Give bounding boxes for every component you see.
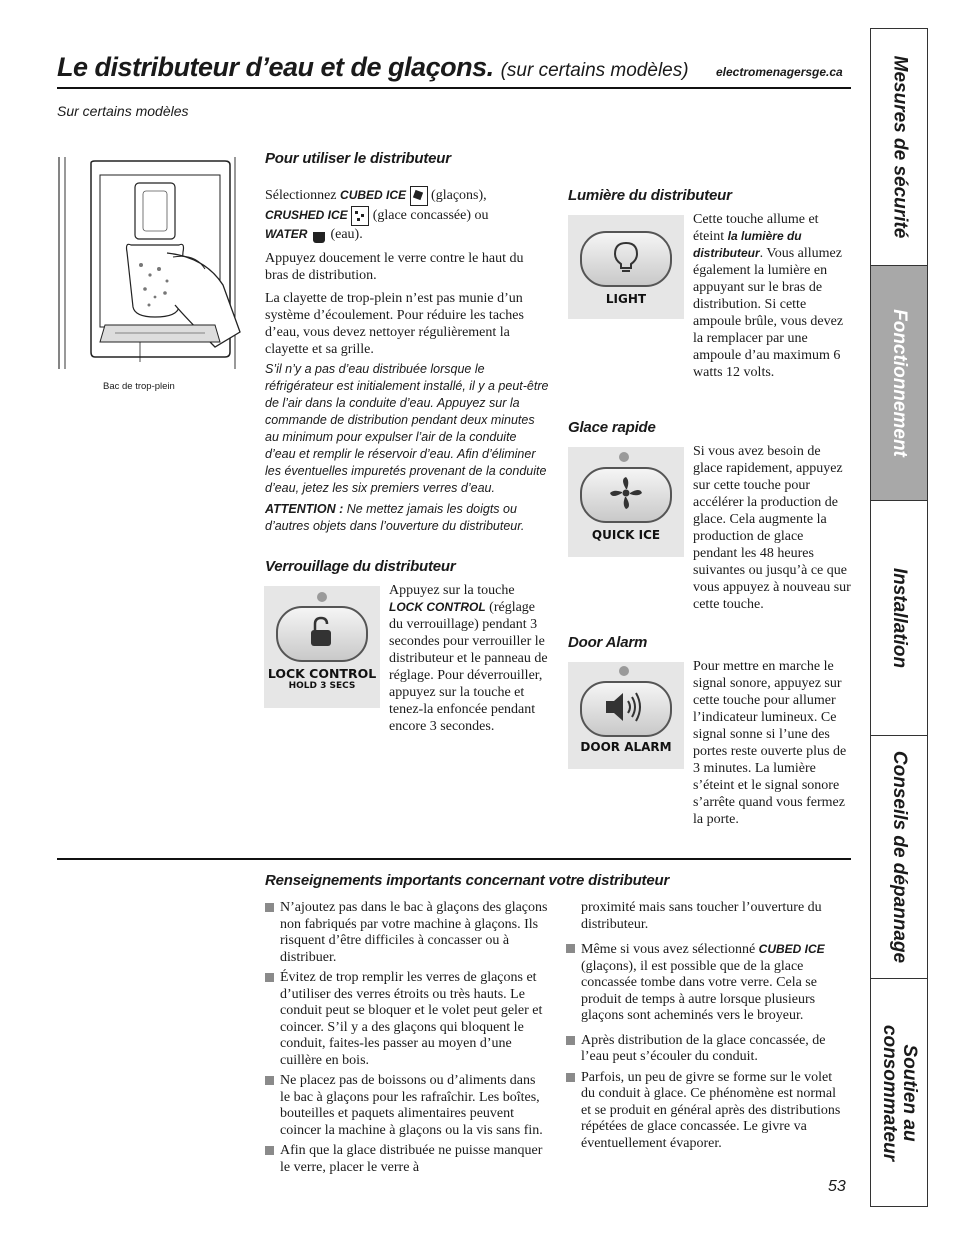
- quick-ice-heading: Glace rapide: [568, 419, 656, 436]
- dispenser-illustration: [55, 157, 245, 372]
- using-paragraph-3: S’il n’y a pas d’eau distribuée lorsque le réfrigérateur est initialement installé, il y a peut-être de l’air dans la conduite d’eau. Appuyez sur la commande de distribution pendant deux minutes au minimum pour expulser l’air de la conduite d’eau et remplir le réservoir d’eau. Afin d’éliminer les éventuelles impuretés provenant de la conduite d’eau, jetez les six premiers verres d’eau.: [265, 362, 549, 495]
- list-item: Afin que la glace distribuée ne puisse manquer le verre, placer le verre à: [265, 1143, 548, 1176]
- door-alarm-indicator-led: [619, 666, 629, 676]
- lock-control-label: LOCK CONTROL: [267, 666, 377, 681]
- section-divider: [57, 858, 851, 860]
- light-heading: Lumière du distributeur: [568, 187, 732, 204]
- attention-warning: ATTENTION : Ne mettez jamais les doigts ou d’autres objets dans l’ouverture du distributeur.: [265, 502, 525, 533]
- quick-ice-description: Si vous avez besoin de glace rapidement, appuyez sur cette touche pour accélérer la production de glace. Cela augmente la production de glace pendant les 48 heures suivantes ou jusqu’à ce que vous appuyez à nouveau sur cette touche.: [693, 444, 851, 612]
- select-instructions: Sélectionnez CUBED ICE (glaçons), CRUSHED ICE (glace concassée) ou WATER (eau).: [265, 186, 550, 244]
- speaker-icon: [604, 690, 646, 724]
- important-right-column: [566, 900, 849, 1152]
- lock-heading: Verrouillage du distributeur: [265, 558, 456, 575]
- door-alarm-heading: Door Alarm: [568, 634, 648, 651]
- light-panel: [568, 215, 684, 319]
- lock-description: Appuyez sur la touche LOCK CONTROL (réglage du verrouillage) pendant 3 secondes pour verrouiller le distributeur et le panneau de réglage. Pour déverrouiller, appuyez sur la touche et tenez-la enfoncée pendant encore 3 secondes.: [389, 583, 548, 734]
- using-heading: Pour utiliser le distributeur: [265, 150, 451, 167]
- water-keyword: WATER: [265, 227, 308, 242]
- using-paragraph-1: Appuyez doucement le verre contre le haut du bras de distribution.: [265, 251, 524, 283]
- website-link[interactable]: electromenagersge.ca: [716, 65, 843, 79]
- list-item: Parfois, un peu de givre se forme sur le volet du conduit à glace. Ce phénomène est normal et se produit en général après des distributions répétées de glace concassée. Le givre va éventuellement évaporer.: [566, 1070, 849, 1153]
- tab-consumer-support[interactable]: Soutien au consommateur: [879, 1024, 921, 1161]
- bullet-square: [265, 973, 274, 982]
- bullet-square: [566, 1073, 575, 1082]
- tab-operation[interactable]: Fonctionnement: [871, 266, 927, 500]
- list-item: Ne placez pas de boissons ou d’aliments dans le bac à glaçons pour les rafraîchir. Les boîtes, bouteilles et paquets alimentaires peuvent coincer la machine à glaçons ou la vis sans fin.: [265, 1073, 548, 1139]
- list-item: Évitez de trop remplir les verres de glaçons et d’utiliser des verres étroits ou très hauts. Le conduit peut se bloquer et le volet peut geler et coincer. S’il y a des glaçons qui bloquent le conduit, faites-les passer au moyen d’une cuillère en bois.: [265, 970, 548, 1069]
- bullet-square: [265, 1146, 274, 1155]
- header-rule: [57, 87, 851, 89]
- list-item: N’ajoutez pas dans le bac à glaçons des glaçons non fabriqués par votre machine à glaçons. Ils risquent d’être difficiles à concasser ou à distribuer.: [265, 900, 548, 966]
- lock-indicator-led: [317, 592, 327, 602]
- illustration-caption: Bac de trop-plein: [103, 381, 175, 392]
- page-title: Le distributeur d’eau et de glaçons. (sur certains modèles): [57, 52, 689, 82]
- using-section: [265, 186, 550, 535]
- bullet-square: [566, 1036, 575, 1045]
- bullet-square: [265, 903, 274, 912]
- cubed-ice-keyword: CUBED ICE: [340, 188, 407, 203]
- page-subtitle: (sur certains modèles): [500, 60, 689, 81]
- crushed-ice-keyword: CRUSHED ICE: [265, 208, 348, 223]
- list-item: Après distribution de la glace concassée, de l’eau peut s’écouler du conduit.: [566, 1033, 849, 1066]
- using-paragraph-2: La clayette de trop-plein n’est pas munie d’un système d’écoulement. Pour réduire les taches d’eau, vous devez nettoyer régulièrement la clayette et sa grille.: [265, 291, 524, 357]
- light-label: LIGHT: [605, 292, 647, 306]
- tab-troubleshooting[interactable]: Conseils de dépannage: [889, 750, 911, 964]
- cubed-ice-icon: [410, 186, 428, 206]
- tab-installation[interactable]: Installation: [889, 567, 911, 669]
- tab-safety[interactable]: Mesures de sécurité: [889, 55, 911, 239]
- important-left-column: [265, 900, 548, 1176]
- water-icon: [311, 226, 327, 244]
- crushed-ice-icon: [351, 206, 369, 226]
- dispenser-drawing: [55, 157, 245, 372]
- section-tabs: [870, 28, 928, 1207]
- list-item-continuation: proximité mais sans toucher l’ouverture du distributeur.: [581, 900, 822, 932]
- light-description: Cette touche allume et éteint la lumière du distributeur. Vous allumez également la lumière en appuyant sur le bras de distribution. Si cette ampoule brûle, vous devez la remplacer par une ampoule d’au maximum 6 watts 12 volts.: [693, 212, 844, 380]
- lock-control-panel: [264, 586, 380, 708]
- models-note: Sur certains modèles: [57, 103, 189, 119]
- page-number: 53: [828, 1178, 846, 1195]
- fan-icon: [608, 475, 644, 511]
- door-alarm-description: Pour mettre en marche le signal sonore, appuyez sur cette touche pour allumer l’indicateur lumineux. Ce signal sonne si l’une des portes reste ouverte plus de 3 minutes. La lumière s’éteint et le signal sonore s’arrête quand vous fermez la porte.: [693, 659, 847, 827]
- lightbulb-icon: [611, 240, 641, 274]
- quick-ice-indicator-led: [619, 452, 629, 462]
- quick-ice-panel: [568, 447, 684, 557]
- door-alarm-label: DOOR ALARM: [580, 740, 672, 754]
- bullet-square: [566, 944, 575, 953]
- door-alarm-panel: [568, 662, 684, 769]
- important-heading: Renseignements importants concernant votre distributeur: [265, 872, 670, 889]
- bullet-square: [265, 1076, 274, 1085]
- lock-icon: [307, 616, 337, 648]
- quick-ice-label: QUICK ICE: [591, 528, 661, 542]
- lock-control-sublabel: HOLD 3 SECS: [288, 681, 356, 691]
- list-item: Même si vous avez sélectionné CUBED ICE (glaçons), il est possible que de la glace concassée tombe dans votre verre. Cela se produit de temps à autre lorsque plusieurs glaçons sont acheminés vers le broyeur.: [566, 941, 849, 1025]
